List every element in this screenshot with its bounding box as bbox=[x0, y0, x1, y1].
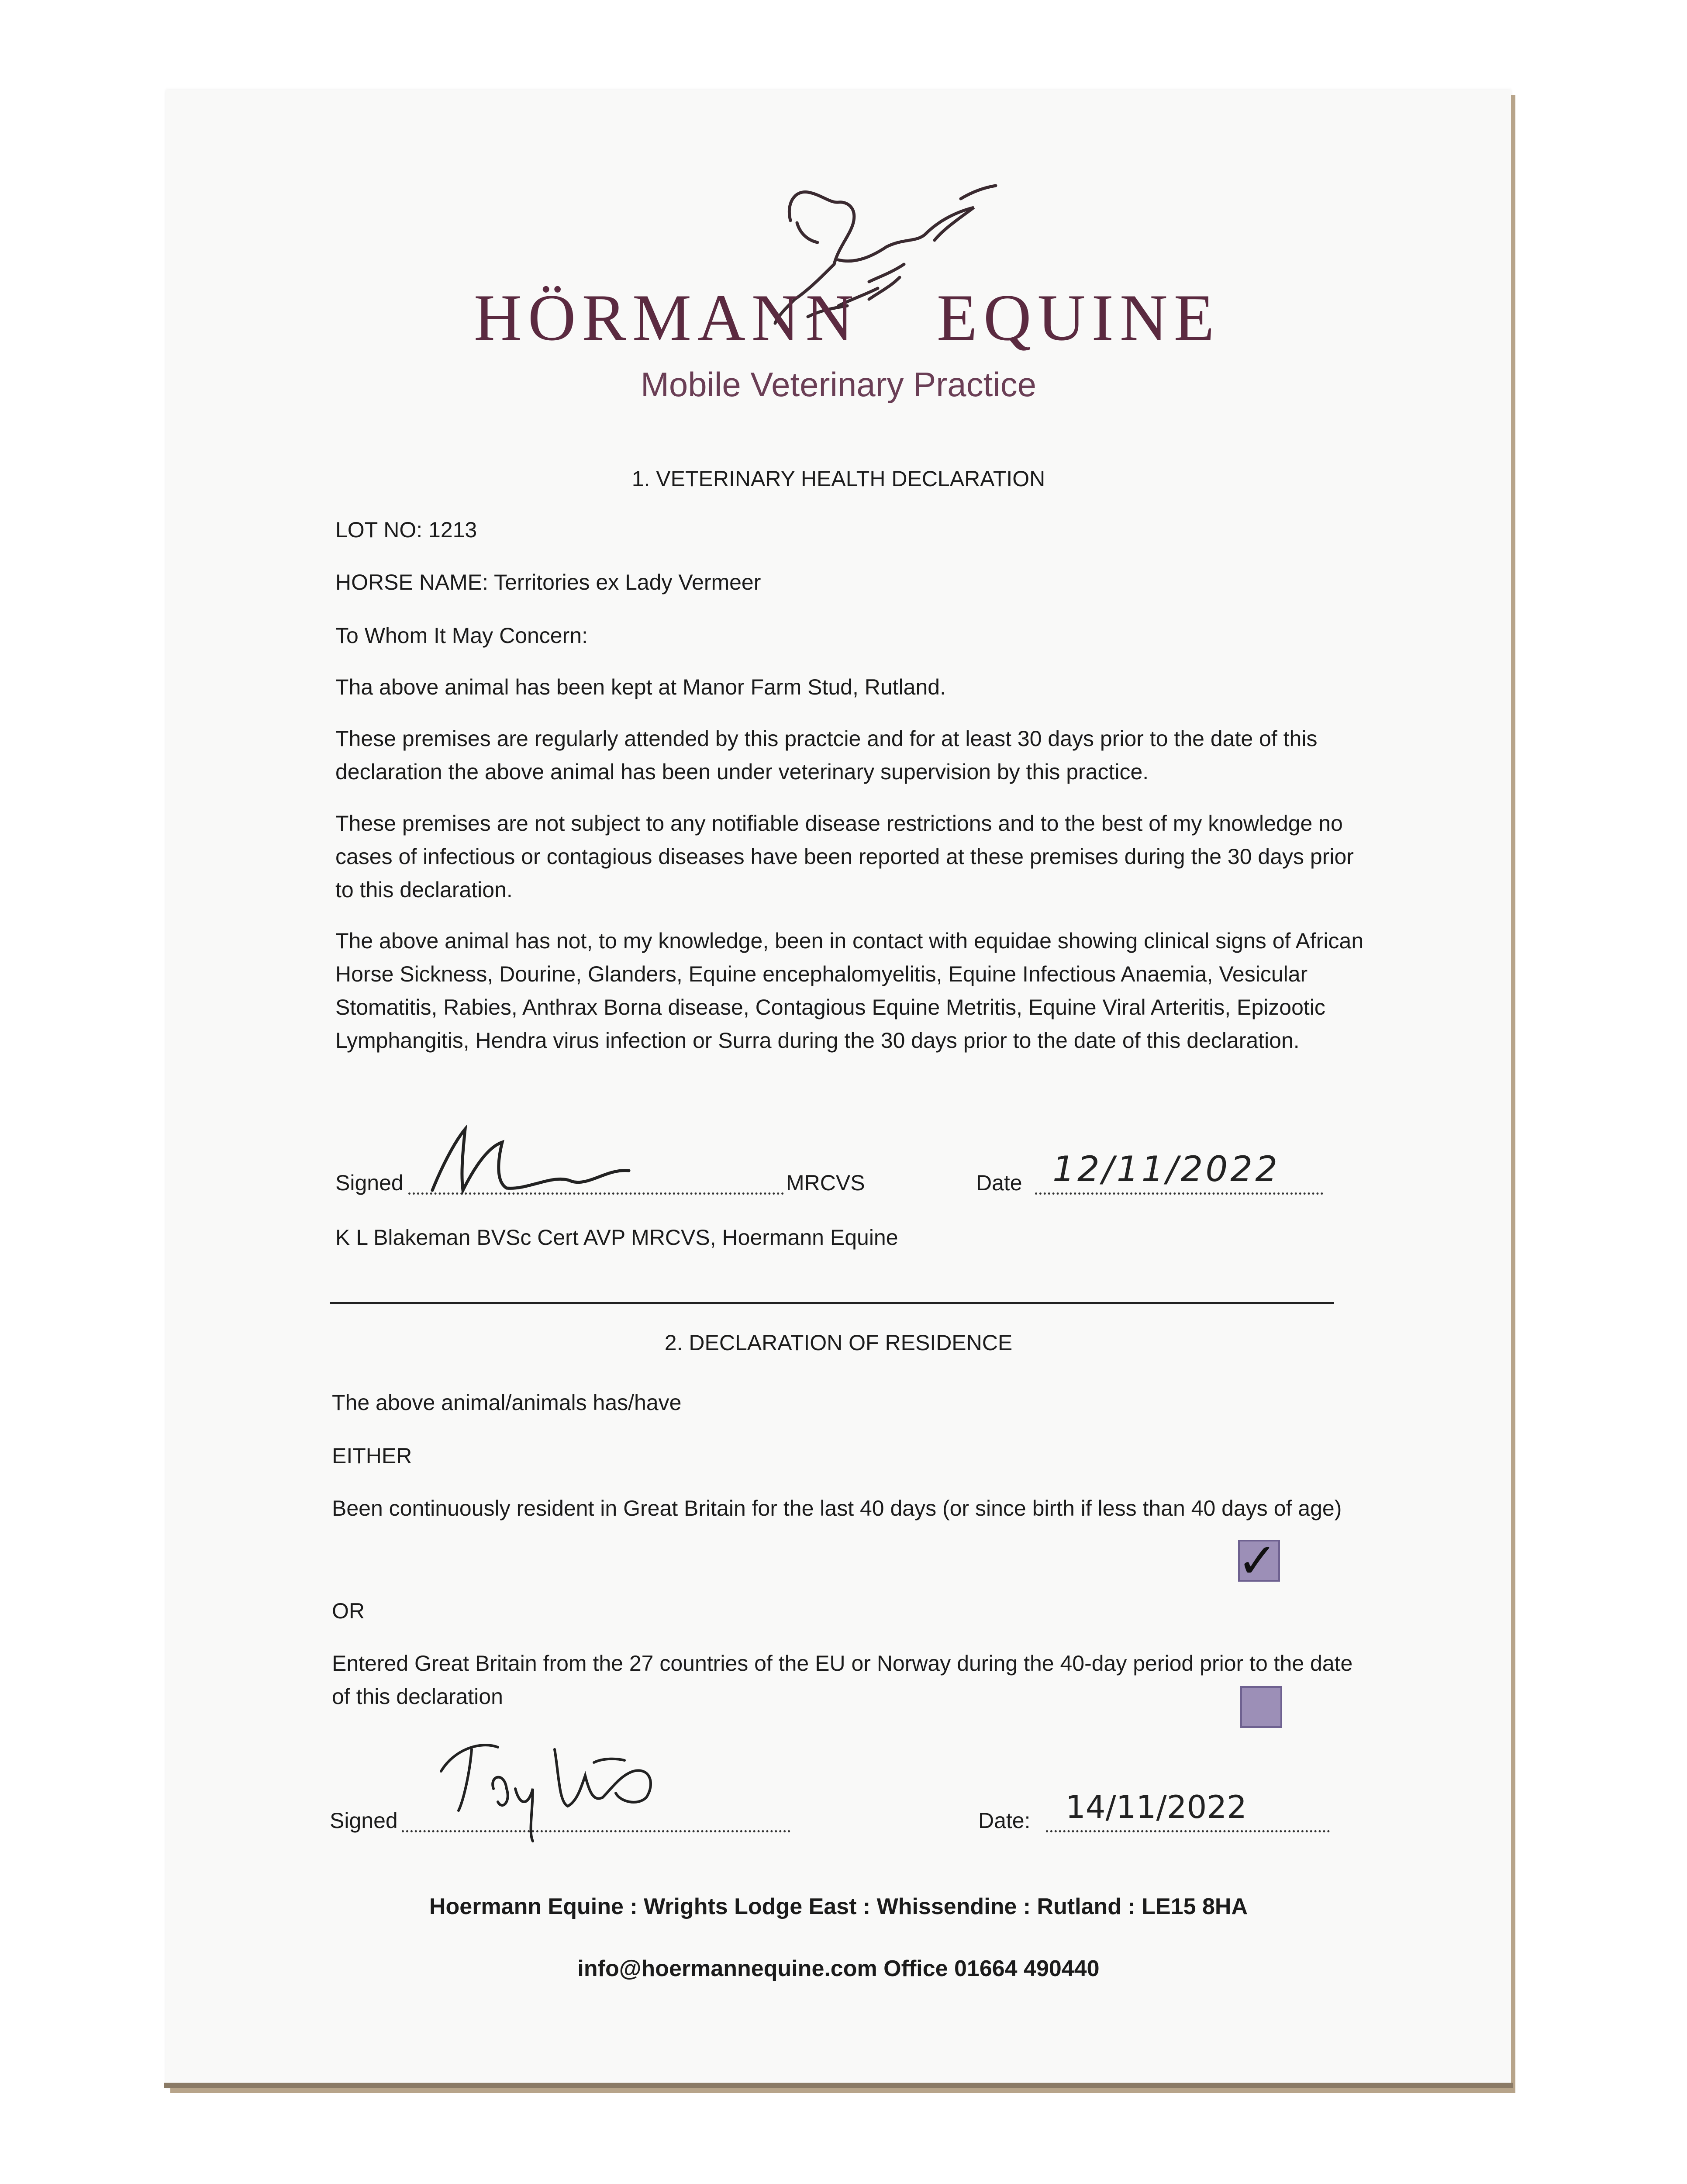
signature-1 bbox=[424, 1116, 651, 1199]
date-value-2: 14/11/2022 bbox=[1066, 1789, 1247, 1825]
checkmark-icon: ✓ bbox=[1237, 1533, 1278, 1589]
brand-name-right: EQUINE bbox=[937, 281, 1221, 354]
paragraph-3: These premises are not subject to any notifiable disease restrictions and to the best of my knowledge no cases of infectious or contagious diseases have been reported at these premises during the 30 days prior to this declaration. bbox=[335, 811, 1354, 902]
document-page bbox=[166, 90, 1511, 2088]
date-label-2: Date: bbox=[978, 1808, 1031, 1833]
signatory: K L Blakeman BVSc Cert AVP MRCVS, Hoermann Equine bbox=[335, 1225, 898, 1250]
option2-checkbox[interactable] bbox=[1240, 1686, 1282, 1728]
either-label: EITHER bbox=[332, 1444, 412, 1468]
option1-checkbox[interactable] bbox=[1237, 1533, 1280, 1589]
date-value-1: 12/11/2022 bbox=[1052, 1149, 1280, 1189]
or-label: OR bbox=[332, 1599, 365, 1623]
paragraph-1: Tha above animal has been kept at Manor Farm Stud, Rutland. bbox=[335, 675, 946, 699]
date-line-2 bbox=[1046, 1830, 1330, 1832]
paragraph-2: These premises are regularly attended by this practcie and for at least 30 days prior to the date of this declaration the above animal has been under veterinary supervision by this practice. bbox=[335, 726, 1318, 784]
option1-text: Been continuously resident in Great Britain for the last 40 days (or since birth if less than 40 days of age) bbox=[332, 1496, 1342, 1521]
horse-name: HORSE NAME: Territories ex Lady Vermeer bbox=[335, 570, 761, 594]
signed-label-2: Signed bbox=[330, 1808, 398, 1833]
brand-name-left: HÖRMANN bbox=[474, 281, 860, 354]
date-label-1: Date bbox=[976, 1171, 1022, 1195]
footer-address: Hoermann Equine : Wrights Lodge East : Whissendine : Rutland : LE15 8HA bbox=[429, 1894, 1248, 1919]
residence-intro: The above animal/animals has/have bbox=[332, 1390, 682, 1415]
brand-tagline: Mobile Veterinary Practice bbox=[640, 365, 1037, 404]
signed-label-1: Signed bbox=[335, 1171, 404, 1195]
section-divider bbox=[330, 1302, 1334, 1304]
signature-2 bbox=[428, 1723, 673, 1845]
page-edge bbox=[164, 2083, 1513, 2088]
mrcvs-label: MRCVS bbox=[786, 1171, 865, 1195]
footer-contact: info@hoermannequine.com Office 01664 490440 bbox=[577, 1956, 1100, 1981]
section2-heading: 2. DECLARATION OF RESIDENCE bbox=[664, 1330, 1013, 1355]
letterhead-logo bbox=[166, 90, 1511, 439]
date-line-1 bbox=[1035, 1192, 1323, 1195]
section1-heading: 1. VETERINARY HEALTH DECLARATION bbox=[631, 467, 1045, 491]
lot-number: LOT NO: 1213 bbox=[335, 518, 477, 542]
paragraph-4: The above animal has not, to my knowledge, been in contact with equidae showing clinical signs of African Horse Sickness, Dourine, Glanders, Equine encephalomyelitis, Equine Infectious Anaemia, Vesicular Stomatitis, Rabies, Anthrax Borna disease, Contagious Equine Metritis, Equine Viral Arteritis, Epizootic Lymphangitis, Hendra virus infection or Surra during the 30 days prior to the date of this declaration. bbox=[335, 929, 1364, 1053]
salutation: To Whom It May Concern: bbox=[335, 623, 588, 648]
option2-text: Entered Great Britain from the 27 countries of the EU or Norway during the 40-day period prior to the date of this declaration bbox=[332, 1651, 1353, 1709]
